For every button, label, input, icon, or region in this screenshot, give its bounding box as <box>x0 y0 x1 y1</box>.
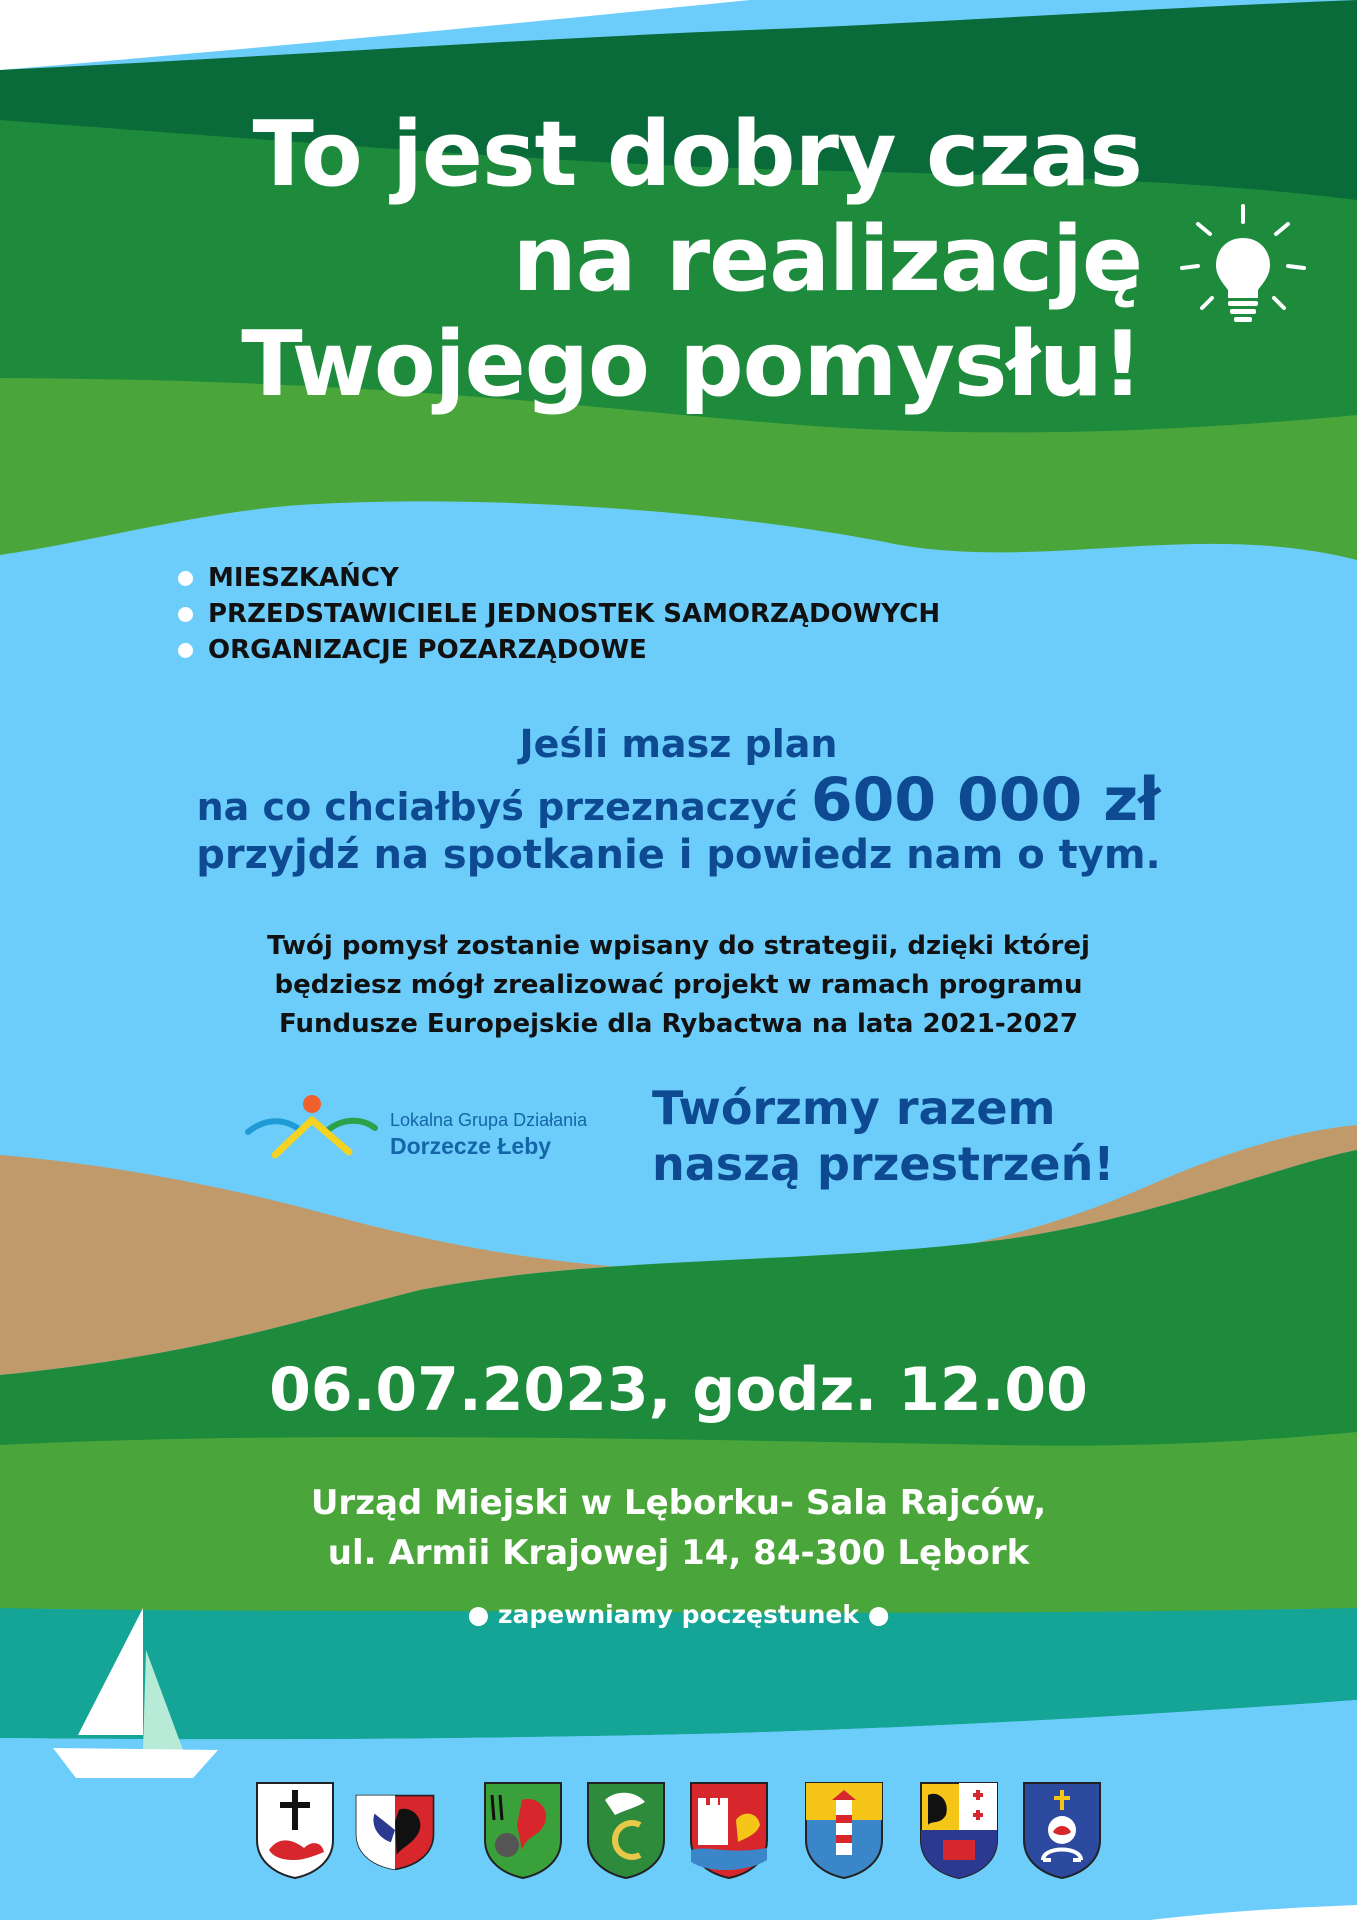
venue-line-1: Urząd Miejski w Lęborku- Sala Rajców, <box>310 1483 1047 1523</box>
audience-item <box>178 632 940 668</box>
info-line-3: Fundusze Europejskie dla Rybactwa na lata 2021-2027 <box>278 1009 1079 1039</box>
audience-list <box>178 560 940 668</box>
crest-3 <box>482 1780 564 1880</box>
lgd-name-line-2: Dorzecze Łeby <box>390 1133 552 1159</box>
crest-6 <box>803 1780 885 1880</box>
info-line-2: będziesz mógł zrealizować projekt w ramach programu <box>274 970 1083 1000</box>
pitch-line-2 <box>0 765 1357 837</box>
headline-line-3: Twojego pomysłu! <box>241 312 1142 417</box>
crest-4 <box>585 1780 667 1880</box>
crest-8 <box>1021 1780 1103 1880</box>
logo-wave-left <box>248 1121 300 1132</box>
boat-hull <box>53 1748 218 1778</box>
amount-value: 600 000 zł <box>810 765 1161 835</box>
lgd-logo-text <box>390 1110 587 1160</box>
headline-line-1: To jest dobry czas <box>252 102 1142 207</box>
bullet-icon <box>178 643 193 658</box>
headline-line-2: na realizację <box>512 207 1142 312</box>
audience-label: PRZEDSTAWICIELE JEDNOSTEK SAMORZĄDOWYCH <box>208 599 941 629</box>
pitch-line-3: przyjdź na spotkanie i powiedz nam o tym. <box>196 832 1161 878</box>
pitch-line-1: Jeśli masz plan <box>519 722 838 766</box>
event-datetime: 06.07.2023, godz. 12.00 <box>269 1355 1088 1425</box>
refreshments-note: ● zapewniamy poczęstunek ● <box>467 1600 890 1629</box>
logo-wave-right <box>328 1121 375 1130</box>
slogan <box>652 1080 1114 1192</box>
lgd-name-line-1: Lokalna Grupa Działania <box>390 1110 588 1130</box>
crest-7 <box>918 1780 1000 1880</box>
info-line-1: Twój pomysł zostanie wpisany do strategii, dzięki której <box>267 931 1090 961</box>
audience-label: MIESZKAŃCY <box>208 563 399 593</box>
pitch-line-2-prefix: na co chciałbyś przeznaczyć <box>196 785 798 829</box>
sail-back <box>143 1650 183 1750</box>
bullet-icon <box>178 571 193 586</box>
slogan-line-2: naszą przestrzeń! <box>652 1137 1115 1191</box>
audience-item <box>178 596 940 632</box>
sail-front <box>78 1608 143 1735</box>
audience-label: ORGANIZACJE POZARZĄDOWE <box>208 635 647 665</box>
audience-item <box>178 560 940 596</box>
logo-sun <box>303 1095 321 1113</box>
sailboat-icon <box>48 1600 228 1800</box>
crest-2 <box>354 1780 436 1880</box>
slogan-line-1: Twórzmy razem <box>652 1081 1056 1135</box>
crest-5 <box>688 1780 770 1880</box>
lightbulb-icon <box>1178 198 1308 328</box>
crest-1 <box>254 1780 336 1880</box>
bullet-icon <box>178 607 193 622</box>
venue-line-2: ul. Armii Krajowej 14, 84-300 Lębork <box>327 1533 1030 1573</box>
